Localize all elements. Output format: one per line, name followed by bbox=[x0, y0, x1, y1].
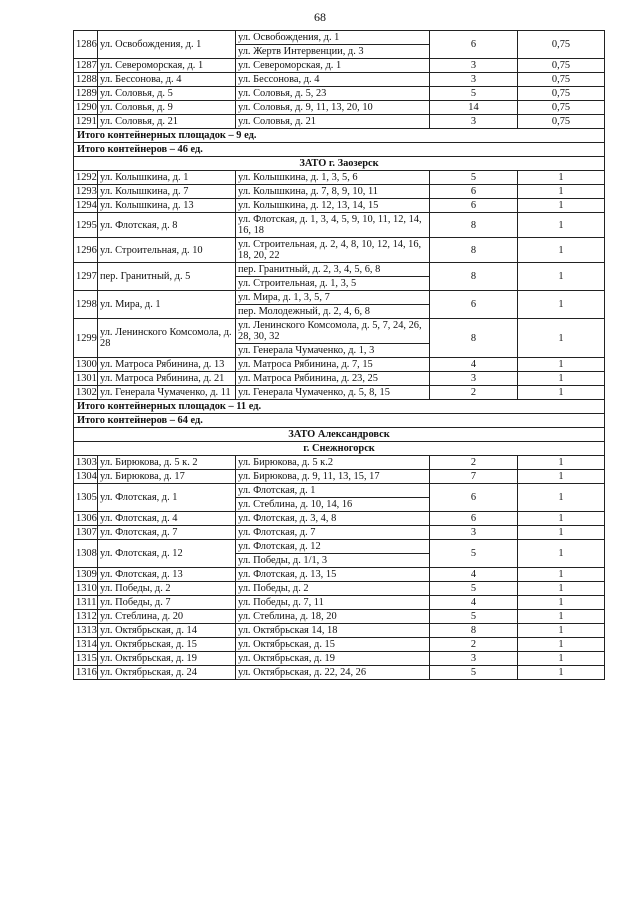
served-addresses: ул. Флотская, д. 7 bbox=[236, 526, 430, 540]
table-row bbox=[74, 171, 605, 185]
site-number: 1293 bbox=[74, 185, 98, 199]
table-row bbox=[74, 652, 605, 666]
served-addresses: ул. Колышкина, д. 12, 13, 14, 15 bbox=[236, 199, 430, 213]
site-number: 1299 bbox=[74, 319, 98, 358]
served-addresses: ул. Генерала Чумаченко, д. 5, 8, 15 bbox=[236, 386, 430, 400]
served-addresses: ул. Октябрьская 14, 18 bbox=[236, 624, 430, 638]
served-addresses: ул. Флотская, д. 12 bbox=[236, 540, 430, 554]
total-row bbox=[74, 129, 605, 143]
site-address: ул. Колышкина, д. 7 bbox=[98, 185, 236, 199]
container-volume: 1 bbox=[518, 263, 605, 291]
site-number: 1295 bbox=[74, 213, 98, 238]
served-addresses: ул. Матроса Рябинина, д. 7, 15 bbox=[236, 358, 430, 372]
site-address: ул. Октябрьская, д. 24 bbox=[98, 666, 236, 680]
container-volume: 1 bbox=[518, 484, 605, 512]
container-count: 5 bbox=[430, 610, 518, 624]
container-volume: 1 bbox=[518, 171, 605, 185]
table-row bbox=[74, 319, 605, 344]
table-row bbox=[74, 582, 605, 596]
table-row bbox=[74, 512, 605, 526]
site-address: ул. Мира, д. 1 bbox=[98, 291, 236, 319]
site-number: 1302 bbox=[74, 386, 98, 400]
site-number: 1304 bbox=[74, 470, 98, 484]
served-addresses: пер. Гранитный, д. 2, 3, 4, 5, 6, 8 bbox=[236, 263, 430, 277]
container-volume: 1 bbox=[518, 596, 605, 610]
site-address: ул. Североморская, д. 1 bbox=[98, 59, 236, 73]
table-row bbox=[74, 484, 605, 498]
site-address: ул. Бессонова, д. 4 bbox=[98, 73, 236, 87]
site-number: 1288 bbox=[74, 73, 98, 87]
site-address: ул. Бирюкова, д. 5 к. 2 bbox=[98, 456, 236, 470]
site-address: ул. Соловья, д. 9 bbox=[98, 101, 236, 115]
container-count: 3 bbox=[430, 372, 518, 386]
table-row bbox=[74, 213, 605, 238]
section-header-row bbox=[74, 442, 605, 456]
table-row bbox=[74, 456, 605, 470]
container-count: 3 bbox=[430, 115, 518, 129]
section-header-row bbox=[74, 157, 605, 171]
container-count: 8 bbox=[430, 238, 518, 263]
served-addresses: ул. Соловья, д. 21 bbox=[236, 115, 430, 129]
table-row bbox=[74, 540, 605, 554]
table-row bbox=[74, 358, 605, 372]
site-number: 1306 bbox=[74, 512, 98, 526]
container-volume: 0,75 bbox=[518, 59, 605, 73]
site-number: 1292 bbox=[74, 171, 98, 185]
container-volume: 1 bbox=[518, 512, 605, 526]
container-count: 3 bbox=[430, 59, 518, 73]
table-row bbox=[74, 101, 605, 115]
served-addresses: ул. Флотская, д. 13, 15 bbox=[236, 568, 430, 582]
container-count: 3 bbox=[430, 652, 518, 666]
site-number: 1296 bbox=[74, 238, 98, 263]
container-count: 5 bbox=[430, 540, 518, 568]
site-address: пер. Гранитный, д. 5 bbox=[98, 263, 236, 291]
site-address: ул. Матроса Рябинина, д. 21 bbox=[98, 372, 236, 386]
site-address: ул. Флотская, д. 8 bbox=[98, 213, 236, 238]
served-addresses: ул. Бессонова, д. 4 bbox=[236, 73, 430, 87]
container-count: 7 bbox=[430, 470, 518, 484]
table-row bbox=[74, 624, 605, 638]
container-count: 8 bbox=[430, 213, 518, 238]
site-address: ул. Колышкина, д. 13 bbox=[98, 199, 236, 213]
container-volume: 1 bbox=[518, 540, 605, 568]
container-volume: 1 bbox=[518, 238, 605, 263]
served-addresses: ул. Стеблина, д. 18, 20 bbox=[236, 610, 430, 624]
table-row bbox=[74, 526, 605, 540]
total-row bbox=[74, 143, 605, 157]
site-number: 1294 bbox=[74, 199, 98, 213]
site-address: ул. Соловья, д. 5 bbox=[98, 87, 236, 101]
site-address: ул. Флотская, д. 7 bbox=[98, 526, 236, 540]
site-address: ул. Флотская, д. 1 bbox=[98, 484, 236, 512]
served-addresses: ул. Победы, д. 1/1, 3 bbox=[236, 554, 430, 568]
total-row bbox=[74, 414, 605, 428]
container-count: 14 bbox=[430, 101, 518, 115]
site-number: 1291 bbox=[74, 115, 98, 129]
site-address: ул. Ленинского Комсомола, д. 28 bbox=[98, 319, 236, 358]
site-number: 1298 bbox=[74, 291, 98, 319]
served-addresses: ул. Матроса Рябинина, д. 23, 25 bbox=[236, 372, 430, 386]
site-number: 1303 bbox=[74, 456, 98, 470]
table-row bbox=[74, 638, 605, 652]
served-addresses: ул. Колышкина, д. 1, 3, 5, 6 bbox=[236, 171, 430, 185]
container-count: 8 bbox=[430, 263, 518, 291]
container-count: 4 bbox=[430, 358, 518, 372]
container-volume: 1 bbox=[518, 568, 605, 582]
site-address: ул. Флотская, д. 4 bbox=[98, 512, 236, 526]
container-volume: 1 bbox=[518, 652, 605, 666]
served-addresses: ул. Флотская, д. 1, 3, 4, 5, 9, 10, 11, 12, 14, 16, 18 bbox=[236, 213, 430, 238]
table-row bbox=[74, 87, 605, 101]
total-text: Итого контейнеров – 46 ед. bbox=[74, 143, 605, 157]
site-address: ул. Бирюкова, д. 17 bbox=[98, 470, 236, 484]
site-number: 1309 bbox=[74, 568, 98, 582]
site-number: 1310 bbox=[74, 582, 98, 596]
total-text: Итого контейнерных площадок – 9 ед. bbox=[74, 129, 605, 143]
container-count: 5 bbox=[430, 666, 518, 680]
site-address: ул. Победы, д. 7 bbox=[98, 596, 236, 610]
table-row bbox=[74, 291, 605, 305]
container-volume: 1 bbox=[518, 372, 605, 386]
site-address: ул. Октябрьская, д. 14 bbox=[98, 624, 236, 638]
table-row bbox=[74, 596, 605, 610]
container-volume: 0,75 bbox=[518, 87, 605, 101]
table-row bbox=[74, 470, 605, 484]
site-address: ул. Строительная, д. 10 bbox=[98, 238, 236, 263]
site-number: 1301 bbox=[74, 372, 98, 386]
container-volume: 1 bbox=[518, 386, 605, 400]
container-volume: 1 bbox=[518, 185, 605, 199]
served-addresses: ул. Бирюкова, д. 5 к.2 bbox=[236, 456, 430, 470]
site-number: 1314 bbox=[74, 638, 98, 652]
total-row bbox=[74, 400, 605, 414]
table-row bbox=[74, 372, 605, 386]
container-volume: 1 bbox=[518, 582, 605, 596]
site-address: ул. Флотская, д. 12 bbox=[98, 540, 236, 568]
table-row bbox=[74, 199, 605, 213]
served-addresses: ул. Стеблина, д. 10, 14, 16 bbox=[236, 498, 430, 512]
total-text: Итого контейнеров – 64 ед. bbox=[74, 414, 605, 428]
served-addresses: ул. Октябрьская, д. 22, 24, 26 bbox=[236, 666, 430, 680]
served-addresses: пер. Молодежный, д. 2, 4, 6, 8 bbox=[236, 305, 430, 319]
container-count: 6 bbox=[430, 484, 518, 512]
total-text: Итого контейнерных площадок – 11 ед. bbox=[74, 400, 605, 414]
container-volume: 1 bbox=[518, 319, 605, 358]
container-volume: 1 bbox=[518, 638, 605, 652]
site-address: ул. Победы, д. 2 bbox=[98, 582, 236, 596]
container-volume: 1 bbox=[518, 213, 605, 238]
site-number: 1312 bbox=[74, 610, 98, 624]
container-count: 2 bbox=[430, 456, 518, 470]
site-number: 1300 bbox=[74, 358, 98, 372]
table-row bbox=[74, 666, 605, 680]
container-volume: 0,75 bbox=[518, 73, 605, 87]
container-volume: 1 bbox=[518, 624, 605, 638]
section-title: ЗАТО Александровск bbox=[74, 428, 605, 442]
site-address: ул. Стеблина, д. 20 bbox=[98, 610, 236, 624]
served-addresses: ул. Строительная, д. 2, 4, 8, 10, 12, 14, 16, 18, 20, 22 bbox=[236, 238, 430, 263]
container-count: 2 bbox=[430, 638, 518, 652]
container-volume: 0,75 bbox=[518, 31, 605, 59]
site-number: 1307 bbox=[74, 526, 98, 540]
table-row bbox=[74, 185, 605, 199]
site-number: 1289 bbox=[74, 87, 98, 101]
site-address: ул. Соловья, д. 21 bbox=[98, 115, 236, 129]
container-count: 6 bbox=[430, 512, 518, 526]
site-number: 1297 bbox=[74, 263, 98, 291]
served-addresses: ул. Мира, д. 1, 3, 5, 7 bbox=[236, 291, 430, 305]
site-number: 1286 bbox=[74, 31, 98, 59]
table-row bbox=[74, 59, 605, 73]
served-addresses: ул. Генерала Чумаченко, д. 1, 3 bbox=[236, 344, 430, 358]
container-volume: 0,75 bbox=[518, 115, 605, 129]
table-row bbox=[74, 73, 605, 87]
container-count: 2 bbox=[430, 386, 518, 400]
served-addresses: ул. Победы, д. 7, 11 bbox=[236, 596, 430, 610]
site-number: 1315 bbox=[74, 652, 98, 666]
served-addresses: ул. Флотская, д. 3, 4, 8 bbox=[236, 512, 430, 526]
site-address: ул. Октябрьская, д. 15 bbox=[98, 638, 236, 652]
container-volume: 1 bbox=[518, 358, 605, 372]
table-row bbox=[74, 263, 605, 277]
site-address: ул. Колышкина, д. 1 bbox=[98, 171, 236, 185]
site-number: 1311 bbox=[74, 596, 98, 610]
served-addresses: ул. Соловья, д. 9, 11, 13, 20, 10 bbox=[236, 101, 430, 115]
container-volume: 1 bbox=[518, 470, 605, 484]
container-count: 3 bbox=[430, 526, 518, 540]
served-addresses: ул. Колышкина, д. 7, 8, 9, 10, 11 bbox=[236, 185, 430, 199]
container-count: 5 bbox=[430, 171, 518, 185]
container-sites-table bbox=[73, 30, 605, 680]
container-volume: 1 bbox=[518, 456, 605, 470]
site-address: ул. Генерала Чумаченко, д. 11 bbox=[98, 386, 236, 400]
container-count: 4 bbox=[430, 596, 518, 610]
container-volume: 1 bbox=[518, 291, 605, 319]
served-addresses: ул. Октябрьская, д. 19 bbox=[236, 652, 430, 666]
container-volume: 1 bbox=[518, 199, 605, 213]
container-count: 8 bbox=[430, 624, 518, 638]
page-number: 68 bbox=[314, 10, 326, 24]
table-row bbox=[74, 115, 605, 129]
container-count: 6 bbox=[430, 199, 518, 213]
site-number: 1290 bbox=[74, 101, 98, 115]
container-volume: 0,75 bbox=[518, 101, 605, 115]
container-count: 6 bbox=[430, 185, 518, 199]
section-header-row bbox=[74, 428, 605, 442]
container-count: 4 bbox=[430, 568, 518, 582]
section-title: г. Снежногорск bbox=[74, 442, 605, 456]
site-number: 1313 bbox=[74, 624, 98, 638]
section-title: ЗАТО г. Заозерск bbox=[74, 157, 605, 171]
container-count: 5 bbox=[430, 87, 518, 101]
served-addresses: ул. Североморская, д. 1 bbox=[236, 59, 430, 73]
table-row bbox=[74, 568, 605, 582]
container-count: 5 bbox=[430, 582, 518, 596]
site-address: ул. Октябрьская, д. 19 bbox=[98, 652, 236, 666]
container-count: 6 bbox=[430, 31, 518, 59]
site-number: 1308 bbox=[74, 540, 98, 568]
container-count: 3 bbox=[430, 73, 518, 87]
served-addresses: ул. Октябрьская, д. 15 bbox=[236, 638, 430, 652]
served-addresses: ул. Жертв Интервенции, д. 3 bbox=[236, 45, 430, 59]
served-addresses: ул. Бирюкова, д. 9, 11, 13, 15, 17 bbox=[236, 470, 430, 484]
table-row bbox=[74, 238, 605, 263]
served-addresses: ул. Соловья, д. 5, 23 bbox=[236, 87, 430, 101]
table-row bbox=[74, 31, 605, 45]
site-number: 1305 bbox=[74, 484, 98, 512]
site-address: ул. Флотская, д. 13 bbox=[98, 568, 236, 582]
served-addresses: ул. Ленинского Комсомола, д. 5, 7, 24, 26, 28, 30, 32 bbox=[236, 319, 430, 344]
table-row bbox=[74, 386, 605, 400]
container-volume: 1 bbox=[518, 526, 605, 540]
site-number: 1316 bbox=[74, 666, 98, 680]
container-count: 8 bbox=[430, 319, 518, 358]
container-volume: 1 bbox=[518, 610, 605, 624]
table-row bbox=[74, 610, 605, 624]
site-address: ул. Освобождения, д. 1 bbox=[98, 31, 236, 59]
served-addresses: ул. Победы, д. 2 bbox=[236, 582, 430, 596]
served-addresses: ул. Флотская, д. 1 bbox=[236, 484, 430, 498]
site-number: 1287 bbox=[74, 59, 98, 73]
container-count: 6 bbox=[430, 291, 518, 319]
container-volume: 1 bbox=[518, 666, 605, 680]
served-addresses: ул. Освобождения, д. 1 bbox=[236, 31, 430, 45]
served-addresses: ул. Строительная, д. 1, 3, 5 bbox=[236, 277, 430, 291]
site-address: ул. Матроса Рябинина, д. 13 bbox=[98, 358, 236, 372]
